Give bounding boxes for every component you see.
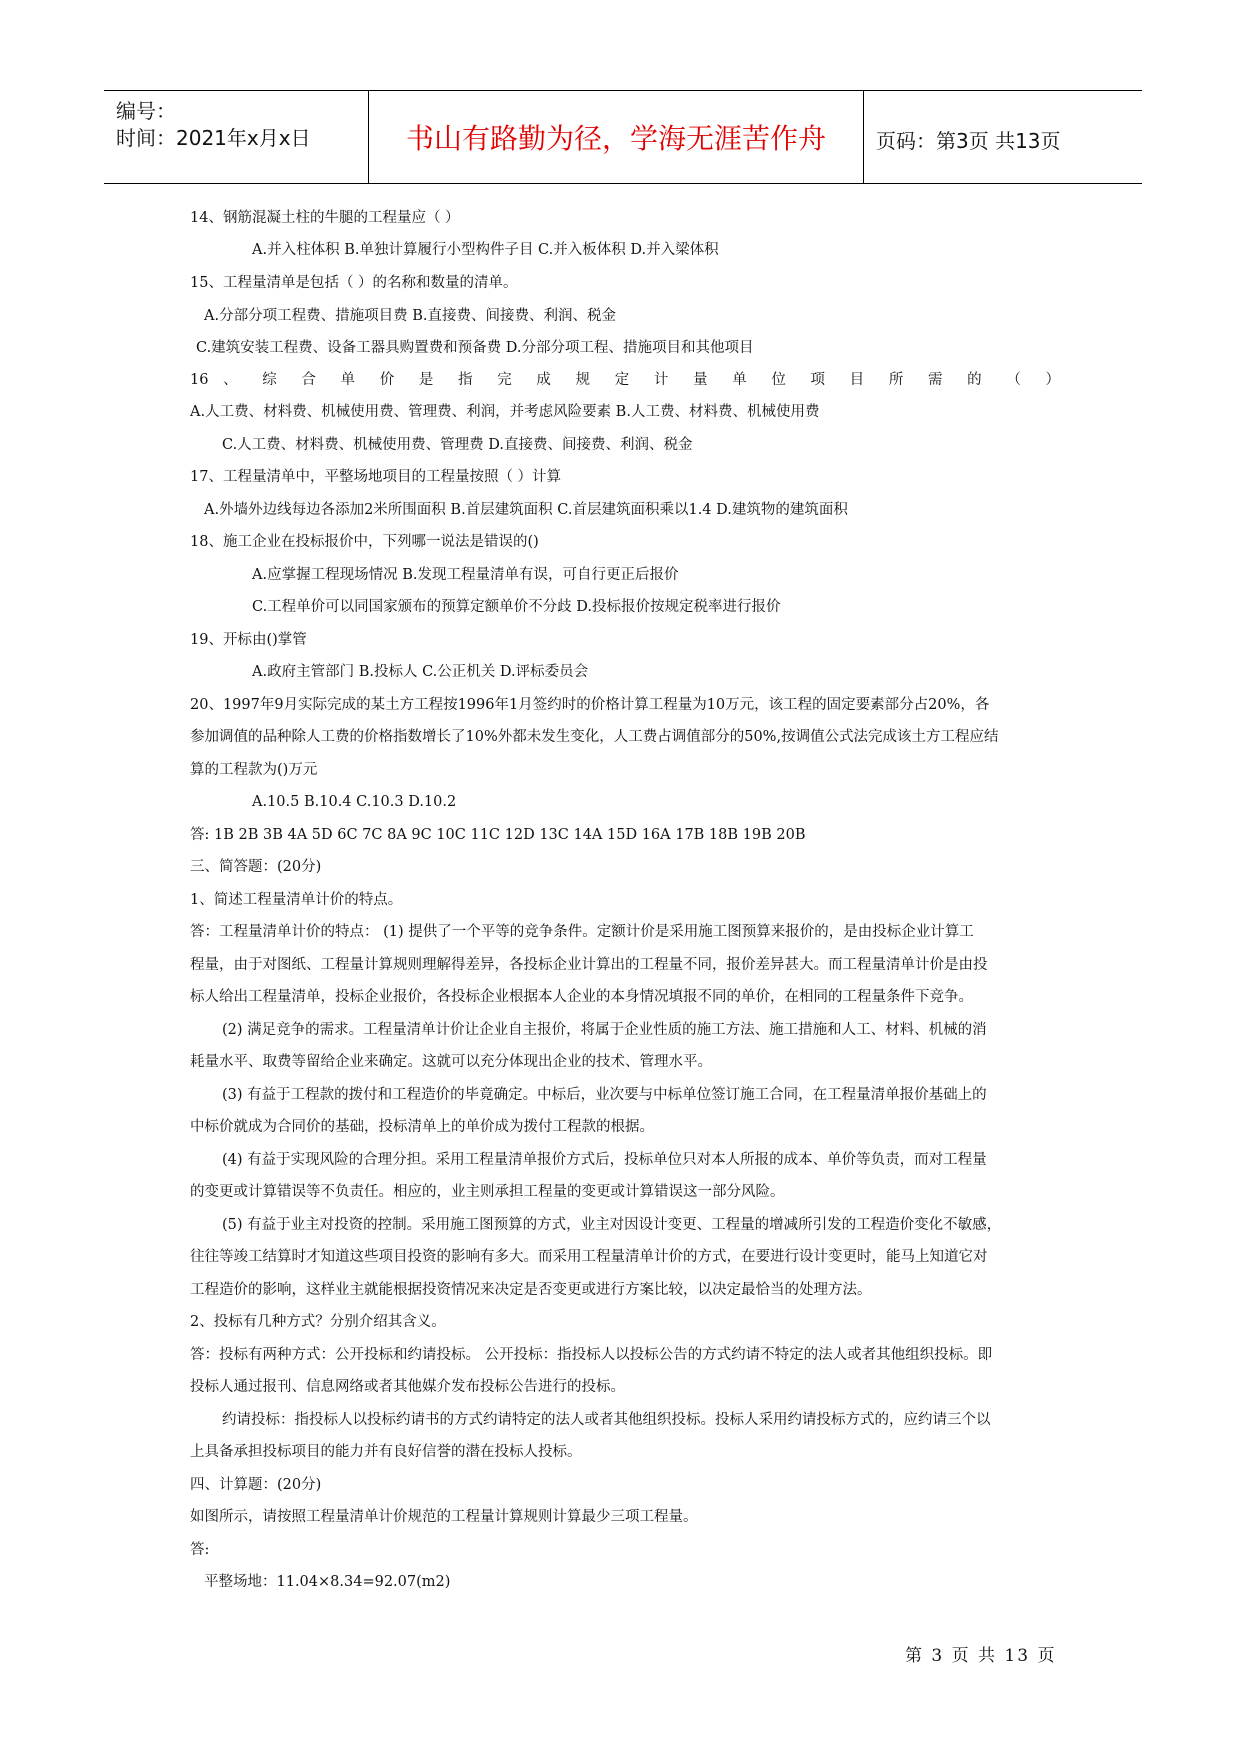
header-right-cell (864, 91, 1142, 183)
short-a1-line5: 耗量水平、取费等留给企业来确定。这就可以充分体现出企业的技术、管理水平。 (190, 1054, 712, 1070)
short-a1-line6: (3) 有益于工程款的拨付和工程造价的毕竟确定。中标后，业次要与中标单位签订施工合同，在工程量清单报价基础上的 (222, 1087, 987, 1103)
short-a2-line2: 投标人通过报刊、信息网络或者其他媒介发布投标公告进行的投标。 (190, 1379, 625, 1395)
q18-options-ab: A.应掌握工程现场情况 B.发现工程量清单有误，可自行更正后报价 (252, 567, 679, 583)
section-3-heading: 三、简答题：(20分) (190, 859, 322, 875)
header-left-cell (104, 91, 369, 183)
short-a2-line4: 上具备承担投标项目的能力并有良好信誉的潜在投标人投标。 (190, 1444, 582, 1460)
q20-line1: 20、1997年9月实际完成的某土方工程按1996年1月签约时的价格计算工程量为10万元，该工程的固定要素部分占20%，各 (190, 697, 990, 713)
q20-line3: 算的工程款为()万元 (190, 762, 318, 778)
page-header (104, 90, 1142, 184)
q17: 17、工程量清单中，平整场地项目的工程量按照（ ）计算 (190, 469, 562, 485)
calc-answer-line1: 平整场地：11.04×8.34=92.07(m2) (204, 1574, 451, 1590)
calc-answer-label: 答: (190, 1542, 210, 1558)
header-motto-cell (369, 91, 864, 183)
header-page-number: 页码：第3页 共13页 (876, 129, 1061, 153)
short-a1-line1: 答：工程量清单计价的特点： (1) 提供了一个平等的竞争条件。定额计价是采用施工图预算来报价的，是由投标企业计算工 (190, 924, 974, 940)
q15: 15、工程量清单是包括（ ）的名称和数量的清单。 (190, 275, 518, 291)
q20-line2: 参加调值的品种除人工费的价格指数增长了10%外都未发生变化，人工费占调值部分的50%,按调值公式法完成该土方工程应结 (190, 729, 999, 745)
q15-options-cd: C.建筑安装工程费、设备工器具购置费和预备费 D.分部分项工程、措施项目和其他项目 (196, 340, 754, 356)
short-a1-line9: 的变更或计算错误等不负责任。相应的，业主则承担工程量的变更或计算错误这一部分风险。 (190, 1184, 785, 1200)
q18-options-cd: C.工程单价可以同国家颁布的预算定额单价不分歧 D.投标报价按规定税率进行报价 (252, 599, 781, 615)
number-label: 编号： (116, 99, 176, 123)
q15-options-ab: A.分部分项工程费、措施项目费 B.直接费、间接费、利润、税金 (204, 308, 616, 324)
short-a1-line7: 中标价就成为合同价的基础，投标清单上的单价成为拨付工程款的根据。 (190, 1119, 654, 1135)
q16-options-ab: A.人工费、材料费、机械使用费、管理费、利润，并考虑风险要素 B.人工费、材料费、机械使用费 (190, 404, 820, 420)
short-a1-line2: 程量，由于对图纸、工程量计算规则理解得差异，各投标企业计算出的工程量不同，报价差异甚大。而工程量清单计价是由投 (190, 957, 988, 973)
q16-options-cd: C.人工费、材料费、机械使用费、管理费 D.直接费、间接费、利润、税金 (222, 437, 693, 453)
calc-question: 如图所示，请按照工程量清单计价规范的工程量计算规则计算最少三项工程量。 (190, 1509, 698, 1525)
short-a1-line3: 标人给出工程量清单，投标企业报价，各投标企业根据本人企业的本身情况填报不同的单价，在相同的工程量条件下竞争。 (190, 989, 973, 1005)
section-4-heading: 四、计算题：(20分) (190, 1477, 322, 1493)
page-footer: 第 3 页 共 13 页 (905, 1646, 1057, 1666)
answer-key: 答: 1B 2B 3B 4A 5D 6C 7C 8A 9C 10C 11C 12D 13C 14A 15D 16A 17B 18B 19B 20B (190, 827, 806, 843)
q19-options: A.政府主管部门 B.投标人 C.公正机关 D.评标委员会 (252, 664, 589, 680)
time-label: 时间：2021年x月x日 (116, 126, 311, 150)
short-a1-line4: (2) 满足竞争的需求。工程量清单计价让企业自主报价，将属于企业性质的施工方法、施工措施和人工、材料、机械的消 (222, 1022, 987, 1038)
q16: 16 、 综 合 单 价 是 指 完 成 规 定 计 量 单 位 项 目 所 需 的 （ ） (190, 372, 1060, 388)
short-a2-line1: 答：投标有两种方式：公开投标和约请投标。 公开投标：指投标人以投标公告的方式约请不特定的法人或者其他组织投标。即 (190, 1347, 993, 1363)
short-a1-line12: 工程造价的影响，这样业主就能根据投资情况来决定是否变更或进行方案比较，以决定最恰当的处理方法。 (190, 1282, 872, 1298)
short-a1-line10: (5) 有益于业主对投资的控制。采用施工图预算的方式，业主对因设计变更、工程量的增减所引发的工程造价变化不敏感， (222, 1217, 1002, 1233)
short-a1-line8: (4) 有益于实现风险的合理分担。采用工程量清单报价方式后，投标单位只对本人所报的成本、单价等负责，而对工程量 (222, 1152, 987, 1168)
q20-options: A.10.5 B.10.4 C.10.3 D.10.2 (252, 794, 457, 810)
short-a1-line11: 往往等竣工结算时才知道这些项目投资的影响有多大。而采用工程量清单计价的方式，在要进行设计变更时，能马上知道它对 (190, 1249, 988, 1265)
q14-options: A.并入柱体积 B.单独计算履行小型构件子目 C.并入板体积 D.并入梁体积 (252, 242, 719, 258)
short-q1: 1、简述工程量清单计价的特点。 (190, 892, 403, 908)
q19: 19、开标由()掌管 (190, 632, 307, 648)
q17-options: A.外墙外边线每边各添加2米所围面积 B.首层建筑面积 C.首层建筑面积乘以1.4 D.建筑物的建筑面积 (204, 502, 848, 518)
q18: 18、施工企业在投标报价中，下列哪一说法是错误的() (190, 534, 539, 550)
motto: 书山有路勤为径，学海无涯苦作舟 (405, 122, 826, 155)
short-a2-line3: 约请投标：指投标人以投标约请书的方式约请特定的法人或者其他组织投标。投标人采用约请投标方式的，应约请三个以 (222, 1412, 991, 1428)
q14: 14、钢筋混凝土柱的牛腿的工程量应（ ） (190, 210, 460, 226)
short-q2: 2、投标有几种方式？分别介绍其含义。 (190, 1314, 446, 1330)
